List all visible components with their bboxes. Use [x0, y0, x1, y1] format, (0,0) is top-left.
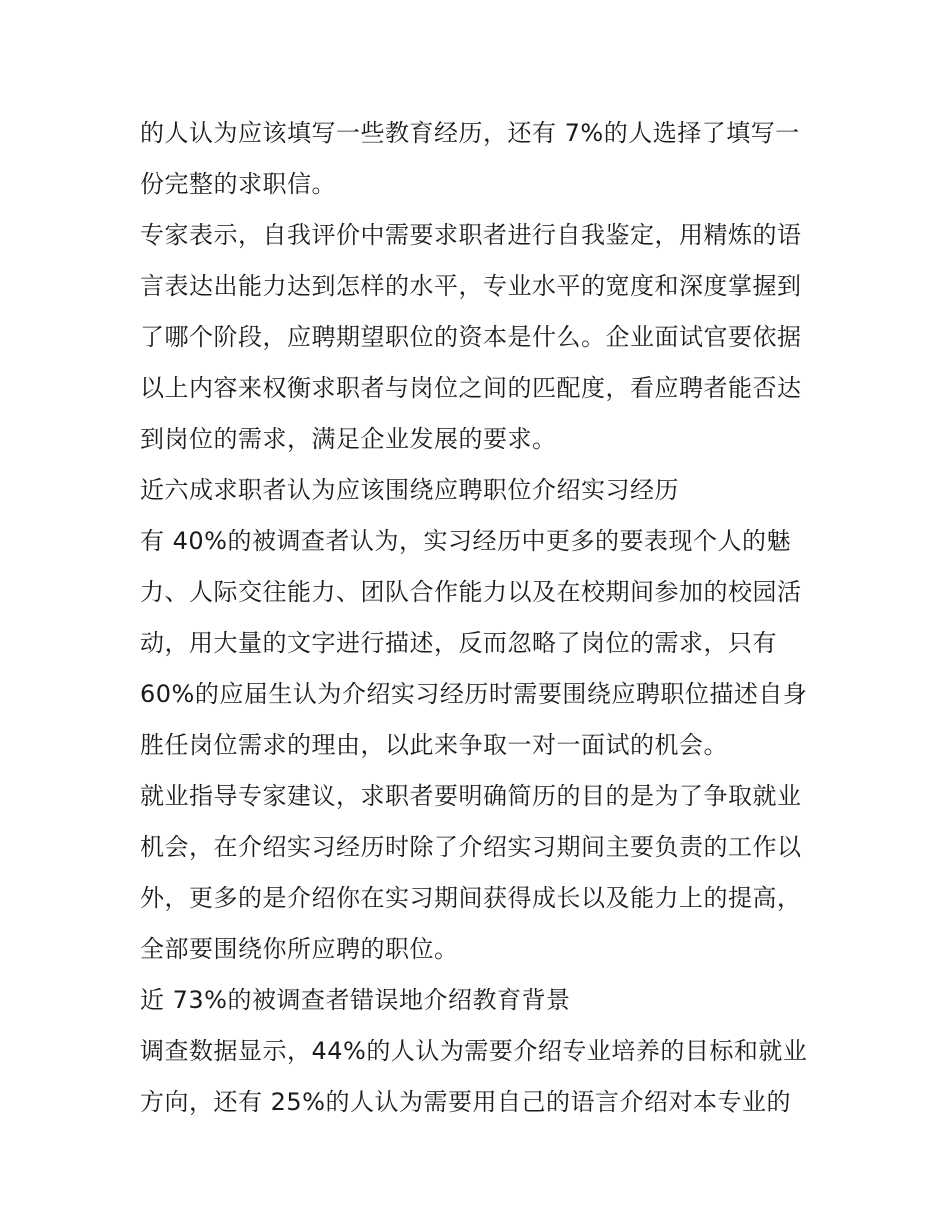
text-line-6: 以上内容来权衡求职者与岗位之间的匹配度，看应聘者能否达	[140, 374, 802, 402]
text-line-4: 言表达出能力达到怎样的水平，专业水平的宽度和深度掌握到	[140, 272, 802, 300]
text-line-13: 胜任岗位需求的理由，以此来争取一对一面试的机会。	[140, 731, 728, 759]
text-line-12: 60%的应届生认为介绍实习经历时需要围绕应聘职位描述自身	[140, 680, 808, 708]
text-line-1: 的人认为应该填写一些教育经历，还有 7%的人选择了填写一	[140, 119, 800, 147]
text-line-11: 动，用大量的文字进行描述，反而忽略了岗位的需求，只有	[140, 629, 777, 657]
text-line-9: 有 40%的被调查者认为，实习经历中更多的要表现个人的魅	[140, 527, 791, 555]
text-line-3: 专家表示，自我评价中需要求职者进行自我鉴定，用精炼的语	[140, 221, 802, 249]
text-line-2: 份完整的求职信。	[140, 170, 336, 198]
text-line-15: 机会，在介绍实习经历时除了介绍实习期间主要负责的工作以	[140, 833, 802, 861]
text-line-14: 就业指导专家建议，求职者要明确简历的目的是为了争取就业	[140, 782, 802, 810]
section-heading-internship: 近六成求职者认为应该围绕应聘职位介绍实习经历	[140, 476, 679, 504]
text-line-20: 方向，还有 25%的人认为需要用自己的语言介绍对本专业的	[140, 1088, 791, 1116]
text-line-5: 了哪个阶段，应聘期望职位的资本是什么。企业面试官要依据	[140, 323, 802, 351]
section-heading-education: 近 73%的被调查者错误地介绍教育背景	[140, 986, 571, 1014]
text-line-7: 到岗位的需求，满足企业发展的要求。	[140, 425, 557, 453]
text-line-16: 外，更多的是介绍你在实习期间获得成长以及能力上的提高，	[140, 884, 802, 912]
text-line-10: 力、人际交往能力、团队合作能力以及在校期间参加的校园活	[140, 578, 802, 606]
text-line-17: 全部要围绕你所应聘的职位。	[140, 935, 459, 963]
document-body	[140, 108, 812, 1128]
text-line-19: 调查数据显示，44%的人认为需要介绍专业培养的目标和就业	[140, 1037, 808, 1065]
